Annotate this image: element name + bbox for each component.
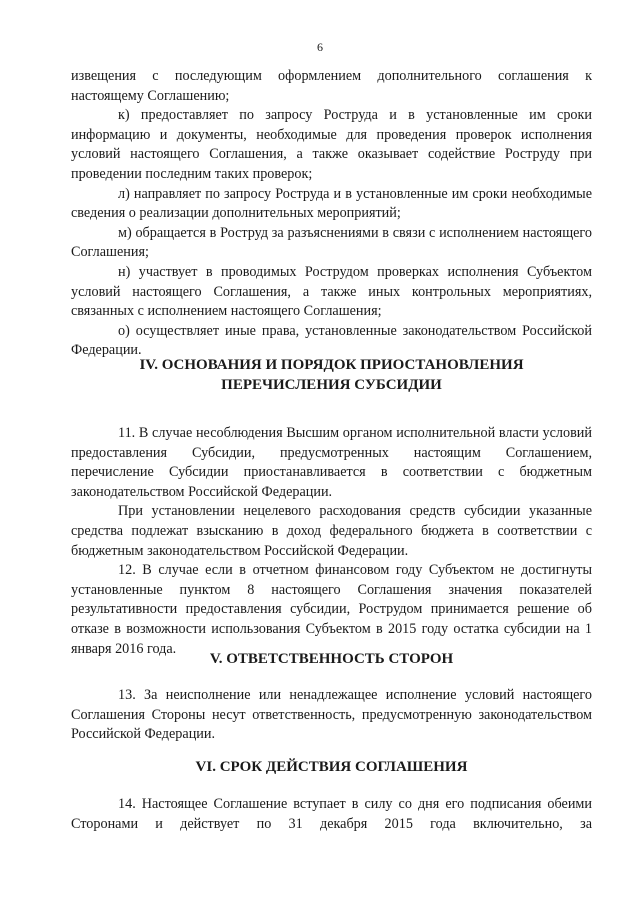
section-4-heading: [71, 356, 592, 395]
section-6-title: VI. СРОК ДЕЙСТВИЯ СОГЛАШЕНИЯ: [195, 759, 468, 775]
section-5-body: [71, 686, 592, 745]
section-4-title-line2: ПЕРЕЧИСЛЕНИЯ СУБСИДИИ: [221, 376, 442, 393]
section-6-heading: [71, 758, 592, 778]
section-6-body: [71, 795, 592, 834]
clause-13: 13. За неисполнение или ненадлежащее исполнение условий настоящего Соглашения Стороны несут ответственность, предусмотренную законодательством Российской Федерации.: [71, 687, 592, 743]
paragraph-continuation: извещения с последующим оформлением дополнительного соглашения к настоящему Соглашению;: [71, 68, 592, 104]
section-5-title: V. ОТВЕТСТВЕННОСТЬ СТОРОН: [209, 651, 454, 667]
list-item-o: о) осуществляет иные права, установленные законодательством Российской Федерации.: [71, 322, 592, 359]
section-5-heading: [71, 650, 592, 670]
page-number: 6: [317, 40, 323, 54]
clause-11: 11. В случае несоблюдения Высшим органом исполнительной власти условий предоставления Субсидии, предусмотренных настоящим Соглашением, перечисление Субсидии приостанавливается в соответствии с бюджетным законодательством Российской Федерации.: [71, 425, 592, 500]
obligations-list: [71, 67, 592, 361]
list-item-m: м) обращается в Роструд за разъяснениями в связи с исполнением настоящего Соглашения;: [71, 224, 592, 261]
section-4-body: [71, 424, 592, 659]
clause-12: 12. В случае если в отчетном финансовом году Субъектом не достигнуты установленные пунктом 8 настоящего Соглашения значения показателей результативности предоставления субсидии, Рострудом принимается решение об отказе в возможности использования Субъектом в 2015 году остатка субсидии на 1 января 2016 года.: [71, 562, 592, 657]
clause-14: 14. Настоящее Соглашение вступает в силу со дня его подписания обеими Сторонами и действует по 31 декабря 2015 года включительно, за: [71, 796, 592, 832]
list-item-k: к) предоставляет по запросу Роструда и в установленные им сроки информацию и документы, необходимые для проведения проверок исполнения условий настоящего Соглашения, а также оказывает содействие Роструду при проведении последним таких проверок;: [71, 107, 592, 182]
clause-11-misuse: При установлении нецелевого расходования средств субсидии указанные средства подлежат взысканию в доход федерального бюджета в соответствии с бюджетным законодательством Российской Федерации.: [71, 503, 592, 559]
list-item-l: л) направляет по запросу Роструда и в установленные им сроки необходимые сведения о реализации дополнительных мероприятий;: [71, 185, 592, 222]
list-item-n: н) участвует в проводимых Рострудом проверках исполнения Субъектом условий настоящего Соглашения, а также иных контрольных мероприятиях, связанных с исполнением настоящего Соглашения;: [71, 263, 592, 320]
section-4-title-line1: IV. ОСНОВАНИЯ И ПОРЯДОК ПРИОСТАНОВЛЕНИЯ: [139, 357, 524, 373]
